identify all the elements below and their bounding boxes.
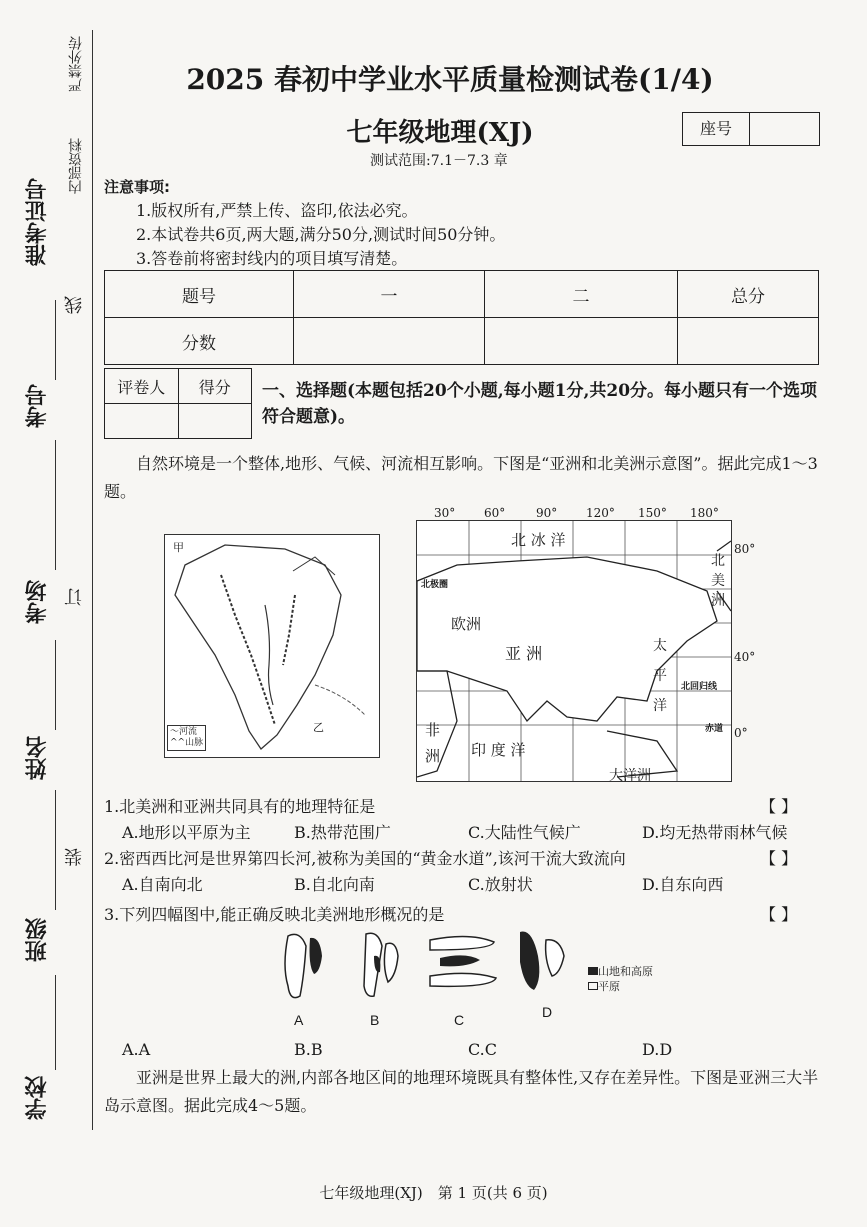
label-tropic: 北回归线 [681, 682, 718, 692]
q3-option-c[interactable]: C.C [468, 1040, 497, 1059]
score-header: 二 [485, 271, 678, 318]
seat-label: 座号 [683, 113, 750, 145]
label-pacific: 太 平 洋 [653, 638, 667, 714]
q2-option-c[interactable]: C.放射状 [468, 875, 533, 894]
q1-option-c[interactable]: C.大陆性气候广 [468, 823, 581, 842]
terrain-shapes [270, 926, 600, 1006]
label-arctic-ocean: 北 冰 洋 [511, 531, 566, 549]
grader-score-cell[interactable] [178, 404, 252, 439]
q2-option-b[interactable]: B.自北向南 [294, 875, 375, 894]
side-note-confidential: 严禁外传 [68, 36, 84, 92]
legend-mountain-plateau: 山地和高原 [588, 964, 653, 979]
section-one-title: 一、选择题(本题包括20个小题,每小题1分,共20分。每小题只有一个选项符合题意)。 [262, 381, 818, 427]
terrain-label-a: A [294, 1012, 304, 1028]
north-america-map-drawing [165, 535, 379, 757]
legend-river: ～河流 [170, 727, 198, 737]
notice-item: 1.版权所有,严禁上传、盗印,依法必究。 [136, 201, 418, 220]
score-cell[interactable] [678, 318, 819, 365]
intro-paragraph-2: 亚洲是世界上最大的洲,内部各地区间的地理环境既具有整体性,又存在差异性。下图是亚洲三大半岛示意图。据此完成4～5题。 [104, 1068, 819, 1115]
field-school: 学校 [25, 1076, 50, 1120]
lat-label: 40° [734, 650, 756, 664]
page-title: 2025 春初中学业水平质量检测试卷(1/4) [186, 63, 714, 96]
score-row-label: 分数 [105, 318, 294, 365]
question-3-stem: 3.下列四幅图中,能正确反映北美洲地形概况的是 [104, 905, 445, 924]
field-line [55, 300, 56, 380]
label-africa: 非 洲 [425, 721, 441, 765]
answer-bracket[interactable]: 【 】 [760, 797, 798, 816]
seat-number-box[interactable] [682, 112, 820, 146]
lon-label: 150° [638, 506, 667, 520]
field-exam-number: 考号 [25, 384, 50, 428]
map-label-jia: 甲 [173, 541, 184, 554]
north-america-map [164, 534, 380, 758]
lon-label: 60° [484, 506, 506, 520]
lon-label: 30° [434, 506, 456, 520]
asia-map [416, 520, 732, 782]
score-header: 总分 [678, 271, 819, 318]
q3-option-d[interactable]: D.D [642, 1040, 673, 1059]
field-class: 班级 [25, 918, 50, 962]
seal-line [92, 30, 93, 1130]
answer-bracket[interactable]: 【 】 [760, 905, 798, 924]
terrain-label-b: B [370, 1012, 380, 1028]
grader-cell[interactable] [105, 404, 179, 439]
q1-option-d[interactable]: D.均无热带雨林气候 [642, 823, 788, 842]
q1-option-a[interactable]: A.地形以平原为主 [122, 823, 251, 842]
field-line [55, 640, 56, 730]
q2-option-a[interactable]: A.自南向北 [122, 875, 203, 894]
grader-score-label: 得分 [178, 369, 252, 404]
label-indian-ocean: 印 度 洋 [471, 741, 526, 759]
page-subtitle: 七年级地理(XJ) [346, 118, 534, 148]
answer-bracket[interactable]: 【 】 [760, 849, 798, 868]
score-cell[interactable] [294, 318, 485, 365]
terrain-figure [270, 926, 690, 1030]
asia-map-grid [417, 521, 731, 781]
q1-option-b[interactable]: B.热带范围广 [294, 823, 391, 842]
label-asia: 亚 洲 [505, 644, 543, 663]
score-table [104, 270, 819, 365]
test-range: 测试范围:7.1－7.3 章 [370, 153, 508, 169]
seal-mark-line: 线 [64, 296, 85, 314]
page-footer: 七年级地理(XJ) 第 1 页(共 6 页) [319, 1184, 548, 1202]
legend-mountain: ^^山脉 [170, 738, 204, 748]
grader-table [104, 368, 252, 439]
intro-paragraph: 自然环境是一个整体,地形、气候、河流相互影响。下图是“亚洲和北美洲示意图”。据此完成1～3题。 [104, 454, 818, 501]
q3-option-b[interactable]: B.B [294, 1040, 323, 1059]
terrain-legend [588, 964, 653, 994]
label-north-america: 北 美 洲 [711, 553, 725, 609]
grader-label: 评卷人 [105, 369, 179, 404]
notice-item: 2.本试卷共6页,两大题,满分50分,测试时间50分钟。 [136, 225, 506, 244]
label-equator: 赤道 [705, 724, 724, 734]
question-2-stem: 2.密西西比河是世界第四长河,被称为美国的“黄金水道”,该河干流大致流向 [104, 849, 626, 868]
score-header: 题号 [105, 271, 294, 318]
lat-label: 0° [734, 726, 748, 740]
legend-plain: 平原 [588, 979, 653, 994]
score-header: 一 [294, 271, 485, 318]
field-line [55, 790, 56, 910]
lat-label: 80° [734, 542, 756, 556]
terrain-label-d: D [542, 1004, 553, 1020]
label-oceania: 大洋洲 [609, 768, 651, 784]
seal-mark-bind: 订 [64, 588, 85, 606]
field-name: 姓名 [25, 736, 50, 780]
q2-option-d[interactable]: D.自东向西 [642, 875, 724, 894]
label-europe: 欧洲 [451, 615, 482, 633]
q3-option-a[interactable]: A.A [122, 1040, 151, 1059]
notice-item: 3.答卷前将密封线内的项目填写清楚。 [136, 249, 408, 268]
lon-label: 90° [536, 506, 558, 520]
terrain-label-c: C [454, 1012, 465, 1028]
side-note-internal: 内部资料 [68, 138, 84, 194]
field-exam-id: 准考证号 [25, 178, 50, 266]
seal-mark-stitch: 装 [64, 848, 85, 866]
lon-label: 180° [690, 506, 719, 520]
lon-label: 120° [586, 506, 615, 520]
field-exam-room: 考场 [25, 580, 50, 624]
na-map-legend [167, 725, 206, 751]
notice-heading: 注意事项: [104, 178, 170, 196]
label-arctic-circle: 北极圈 [421, 580, 449, 590]
question-1-stem: 1.北美洲和亚洲共同具有的地理特征是 [104, 797, 376, 816]
score-cell[interactable] [485, 318, 678, 365]
field-line [55, 440, 56, 570]
map-label-yi: 乙 [313, 721, 324, 734]
field-line [55, 975, 56, 1070]
